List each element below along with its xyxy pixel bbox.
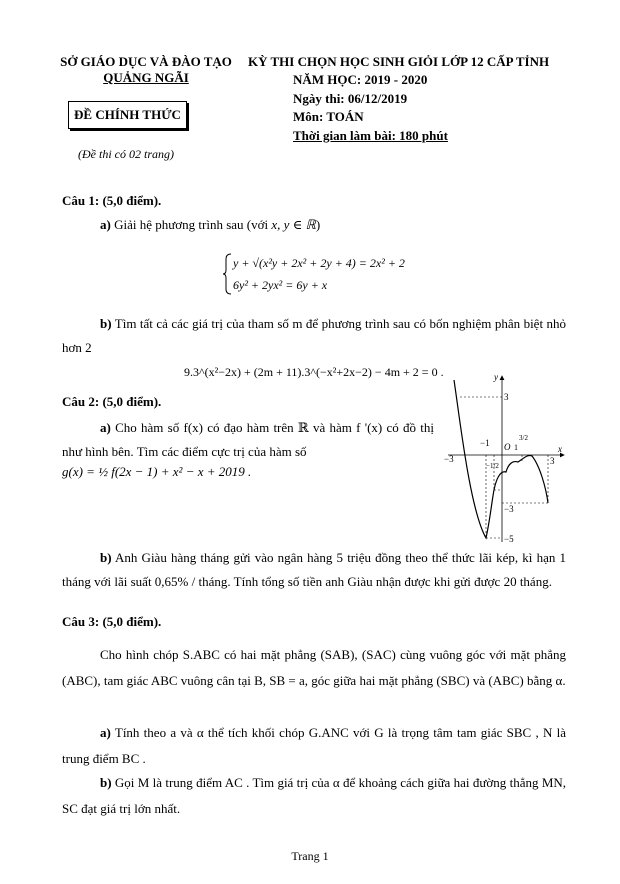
tick-x-neg-half: −1/2 (486, 462, 499, 470)
page-number: Trang 1 (291, 849, 329, 863)
exam-title: KỲ THI CHỌN HỌC SINH GIỎI LỚP 12 CẤP TỈNH (248, 54, 550, 69)
tick-x-3: 3 (550, 456, 555, 466)
tick-x-3-halves: 3/2 (519, 434, 528, 442)
derivative-curve (454, 380, 548, 538)
q2-title: Câu 2: (5,0 điểm). (62, 394, 162, 409)
q2b-text: b) Anh Giàu hàng tháng gửi vào ngân hàng 5 triệu đồng theo thể thức lãi kép, kì hạn 1 tháng với lãi suất 0,65% / tháng. Tính tổng số tiền anh Giàu nhận được khi gửi được 20 tháng. (62, 550, 567, 589)
q3b-text: b) Gọi M là trung điểm AC . Tìm giá trị của α để khoảng cách giữa hai đường thẳng MN, SC đạt giá trị lớn nhất. (62, 775, 567, 816)
department-name: SỞ GIÁO DỤC VÀ ĐÀO TẠO QUẢNG NGÃI (60, 54, 232, 85)
exam-date: Ngày thi: 06/12/2019 (293, 90, 408, 106)
system-equation-2: 6y² + 2yx² = 6y + x (233, 278, 328, 292)
q1b-equation: 9.3^(x²−2x) + (2m + 11).3^(−x²+2x−2) − 4m + 2 = 0 . (184, 365, 444, 379)
pages-note: (Đề thi có 02 trang) (78, 147, 174, 161)
exam-info (293, 71, 448, 145)
q3a-text: a) Tính theo a và α thể tích khối chóp G.ANC với G là trọng tâm tam giác SBC , N là trung điểm BC . (62, 725, 567, 766)
q1b-text: b) Tìm tất cả các giá trị của tham số m để phương trình sau có bốn nghiệm phân biệt nhỏ hơn 2 (62, 316, 567, 355)
official-label: ĐỀ CHÍNH THỨC (74, 107, 181, 122)
q2a-function: g(x) = ½ f(2x − 1) + x² − x + 2019 . (62, 464, 252, 479)
origin-label: O (504, 442, 511, 452)
q1a-text: a) Giải hệ phương trình sau (với x, y ∈ ℝ) (100, 217, 321, 232)
y-axis-label: y (494, 372, 498, 382)
derivative-graph (440, 370, 570, 548)
subject: Môn: TOÁN (293, 109, 364, 124)
tick-y-neg5: −5 (504, 534, 514, 544)
official-exam-box (68, 101, 187, 129)
q3-intro: Cho hình chóp S.ABC có hai mặt phẳng (SAB), (SAC) cùng vuông góc với mặt phẳng (ABC), tam giác ABC vuông cân tại B, SB = a, góc giữa hai mặt phẳng (SBC) và (ABC) bằng α. (62, 647, 566, 688)
tick-y-neg3: −3 (504, 504, 514, 514)
tick-x-1: 1 (514, 443, 518, 452)
tick-x-neg1: −1 (480, 438, 490, 448)
x-axis-label: x (558, 444, 562, 454)
tick-y-3: 3 (504, 392, 509, 402)
q3-title: Câu 3: (5,0 điểm). (62, 614, 162, 629)
school-year: NĂM HỌC: 2019 - 2020 (293, 72, 428, 87)
duration: Thời gian làm bài: 180 phút (293, 127, 448, 143)
system-equation-1: y + √(x²y + 2x² + 2y + 4) = 2x² + 2 (233, 256, 405, 270)
q2a-text: a) Cho hàm số f(x) có đạo hàm trên ℝ và hàm f '(x) có đồ thị như hình bên. Tìm các điểm cực trị của hàm số (62, 420, 435, 459)
tick-x-neg3: −3 (444, 454, 454, 464)
q1-title: Câu 1: (5,0 điểm). (62, 193, 162, 208)
